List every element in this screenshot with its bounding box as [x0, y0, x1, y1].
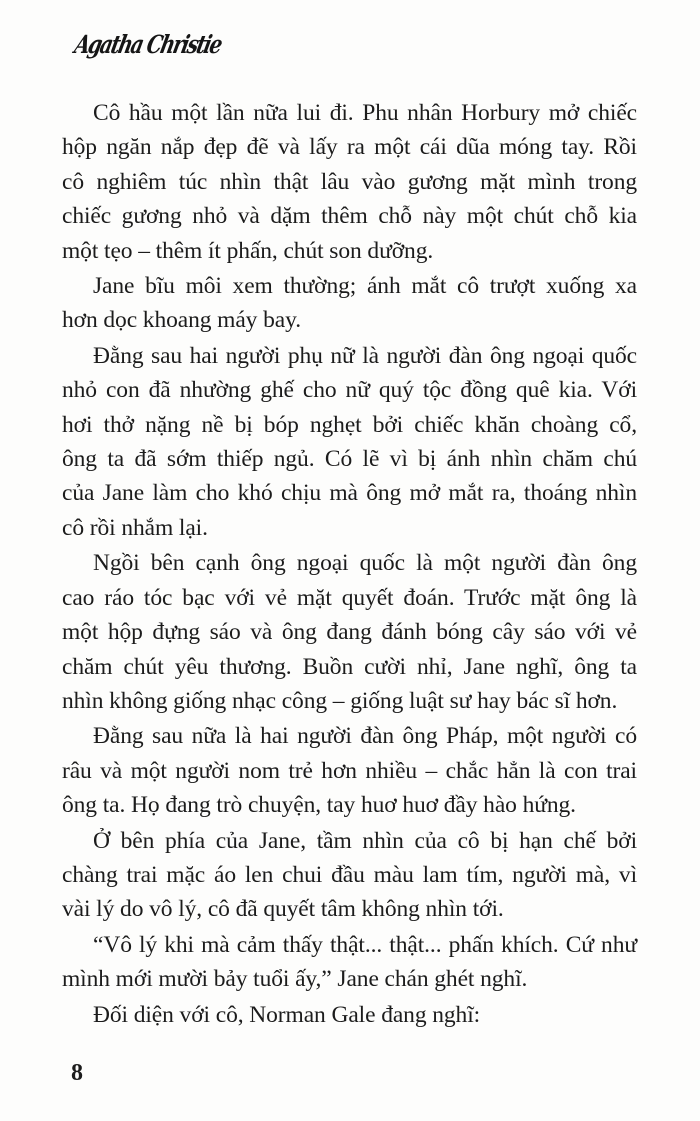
- paragraph: [62, 546, 637, 718]
- text-line: nhìn không giống nhạc công – giống luật sư hay bác sĩ hơn.: [62, 687, 618, 714]
- text-line: cô rồi nhắm lại.: [62, 514, 208, 541]
- paragraph: [62, 339, 637, 545]
- text-line: chàng trai mặc áo len chui đầu màu lam tím, người mà, vì: [62, 861, 637, 888]
- text-line: râu và một người nom trẻ hơn nhiều – chắc hẳn là con trai: [62, 757, 637, 784]
- paragraph: [62, 928, 637, 997]
- text-line: nhỏ con đã nhường ghế cho nữ quý tộc đồng quê kia. Với: [62, 377, 637, 404]
- paragraph: [62, 96, 637, 268]
- text-line: một hộp đựng sáo và ông đang đánh bóng cây sáo với vẻ: [62, 619, 637, 646]
- agatha-christie-signature-logo: Agatha Christie: [72, 30, 224, 59]
- text-line: Đằng sau nữa là hai người đàn ông Pháp, một người có: [93, 723, 637, 750]
- text-line: “Vô lý khi mà cảm thấy thật... thật... phấn khích. Cứ như: [93, 931, 637, 958]
- text-line: Ngồi bên cạnh ông ngoại quốc là một người đàn ông: [93, 550, 637, 577]
- paragraph: [62, 719, 637, 822]
- text-line: cao ráo tóc bạc với vẻ mặt quyết đoán. Trước mặt ông là: [62, 584, 637, 611]
- text-line: một tẹo – thêm ít phấn, chút son dưỡng.: [62, 237, 434, 264]
- text-line: của Jane làm cho khó chịu mà ông mở mắt ra, thoáng nhìn: [62, 480, 637, 507]
- text-line: Cô hầu một lần nữa lui đi. Phu nhân Horbury mở chiếc: [93, 100, 637, 126]
- text-line: Jane bĩu môi xem thường; ánh mắt cô trượt xuống xa: [93, 273, 637, 300]
- text-line: ông ta. Họ đang trò chuyện, tay huơ huơ đầy hào hứng.: [62, 792, 576, 819]
- text-line: ông ta đã sớm thiếp ngủ. Có lẽ vì bị ánh nhìn chăm chú: [62, 446, 637, 473]
- text-line: hơi thở nặng nề bị bóp nghẹt bởi chiếc khăn choàng cổ,: [62, 411, 637, 438]
- text-line: Đằng sau hai người phụ nữ là người đàn ông ngoại quốc: [93, 342, 637, 369]
- text-line: cô nghiêm túc nhìn thật lâu vào gương mặt mình trong: [62, 168, 637, 195]
- text-line: mình mới mười bảy tuổi ấy,” Jane chán ghét nghĩ.: [62, 966, 528, 993]
- paragraph: [62, 269, 637, 338]
- text-line: Ở bên phía của Jane, tầm nhìn của cô bị hạn chế bởi: [93, 827, 637, 854]
- page-number: 8: [71, 1060, 83, 1086]
- text-line: chiếc gương nhỏ và dặm thêm chỗ này một chút chỗ kia: [62, 203, 637, 230]
- text-line: Đối diện với cô, Norman Gale đang nghĩ:: [93, 1001, 481, 1028]
- text-line: hơn dọc khoang máy bay.: [62, 307, 301, 334]
- text-line: vài lý do vô lý, cô đã quyết tâm không nhìn tới.: [62, 896, 504, 923]
- page-body-text: [62, 96, 637, 1032]
- paragraph: [62, 824, 637, 927]
- text-line: hộp ngăn nắp đẹp đẽ và lấy ra một cái dũa móng tay. Rồi: [62, 134, 637, 161]
- text-line: chăm chút yêu thương. Buồn cười nhỉ, Jane nghĩ, ông ta: [62, 653, 637, 680]
- paragraph: [62, 998, 637, 1032]
